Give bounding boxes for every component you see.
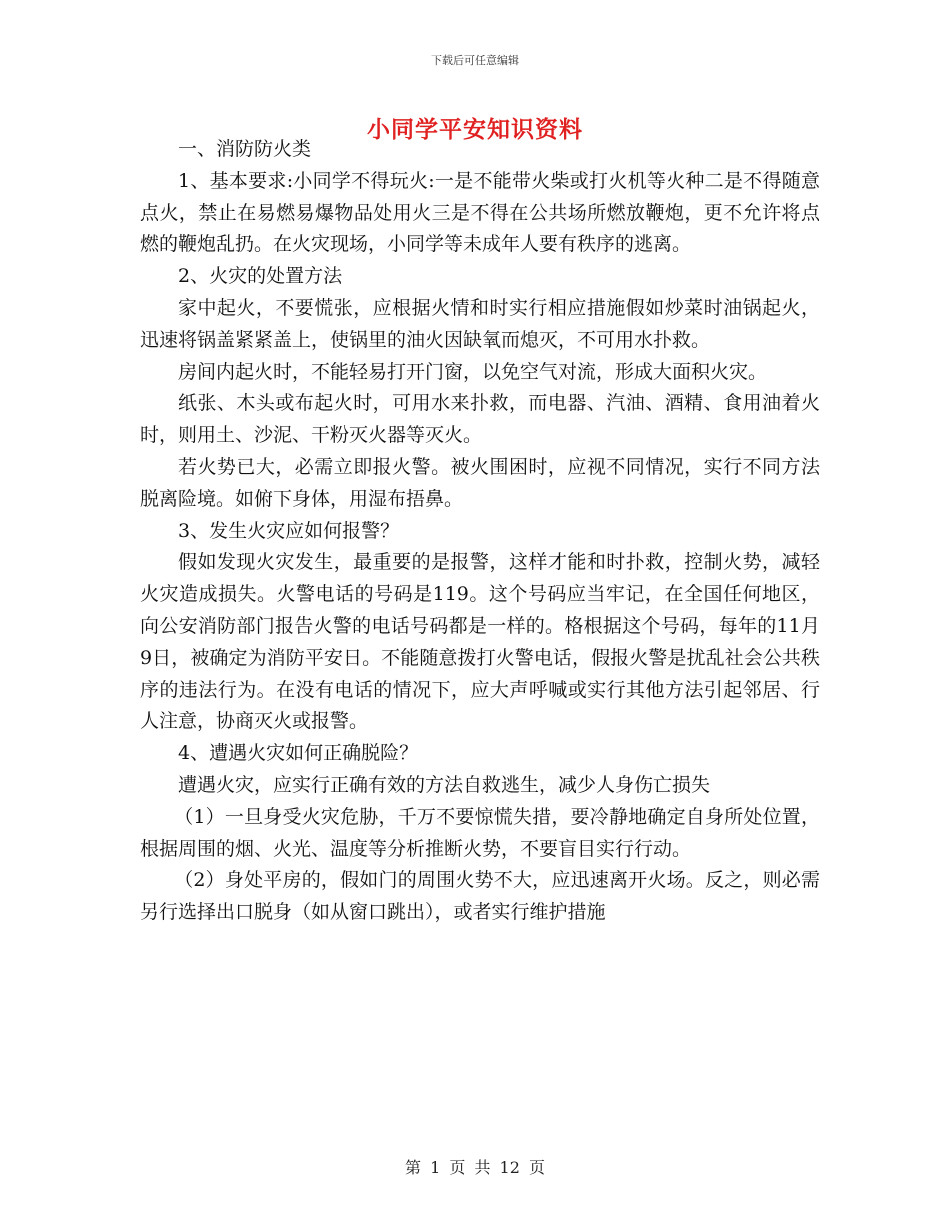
subheading-escape: 4、遭遇火灾如何正确脱险？: [178, 742, 419, 765]
paragraph-room-fire: 房间内起火时，不能轻易打开门窗，以免空气对流，形成大面积火灾。: [178, 360, 768, 383]
subheading-fire-handling: 2、火灾的处置方法: [178, 265, 343, 288]
paragraph-basic-requirements: 1、基本要求:小同学不得玩火:一是不能带火柴或打火机等火种二是不得随意点火，禁止在易燃易爆物品处用火三是不得在公共场所燃放鞭炮，更不允许将点燃的鞭炮乱扔。在火灾现场，小同学等未成年人要有秩序的逃离。: [140, 169, 820, 256]
document-title: 小同学平安知识资料: [367, 116, 583, 143]
section-heading-fire-safety: 一、消防防火类: [178, 138, 312, 160]
document-body: [140, 134, 820, 929]
page-header: 下载后可任意编辑: [431, 54, 519, 67]
paragraph-escape-step-2: （2）身处平房的，假如门的周围火势不大，应迅速离开火场。反之，则必需另行选择出口脱身（如从窗口跳出），或者实行维护措施: [140, 869, 820, 924]
paragraph-kitchen-fire: 家中起火，不要慌张，应根据火情和时实行相应措施假如炒菜时油锅起火，迅速将锅盖紧紧盖上，使锅里的油火因缺氧而熄灭，不可用水扑救。: [140, 296, 820, 351]
paragraph-escape-step-1: （1）一旦身受火灾危胁，千万不要惊慌失措，要冷静地确定自身所处位置，根据周围的烟、火光、温度等分析推断火势，不要盲目实行行动。: [140, 805, 820, 860]
paragraph-fire-alarm: 假如发现火灾发生，最重要的是报警，这样才能和时扑救，控制火势，减轻火灾造成损失。火警电话的号码是119。这个号码应当牢记，在全国任何地区，向公安消防部门报告火警的电话号码都是一样的。格根据这个号码，每年的11月9日，被确定为消防平安日。不能随意拨打火警电话，假报火警是扰乱社会公共秩序的违法行为。在没有电话的情况下，应大声呼喊或实行其他方法引起邻居、行人注意，协商灭火或报警。: [140, 551, 820, 733]
paragraph-escape-intro: 遭遇火灾，应实行正确有效的方法自救逃生，减少人身伤亡损失: [178, 773, 711, 796]
page-footer: 第 1 页 共 12 页: [405, 1158, 545, 1177]
subheading-report-fire: 3、发生火灾应如何报警？: [178, 519, 400, 542]
paragraph-large-fire: 若火势已大，必需立即报火警。被火围困时，应视不同情况，实行不同方法脱离险境。如俯下身体，用湿布捂鼻。: [140, 455, 820, 510]
paragraph-material-fire: 纸张、木头或布起火时，可用水来扑救，而电器、汽油、酒精、食用油着火时，则用土、沙泥、干粉灭火器等灭火。: [140, 392, 820, 447]
